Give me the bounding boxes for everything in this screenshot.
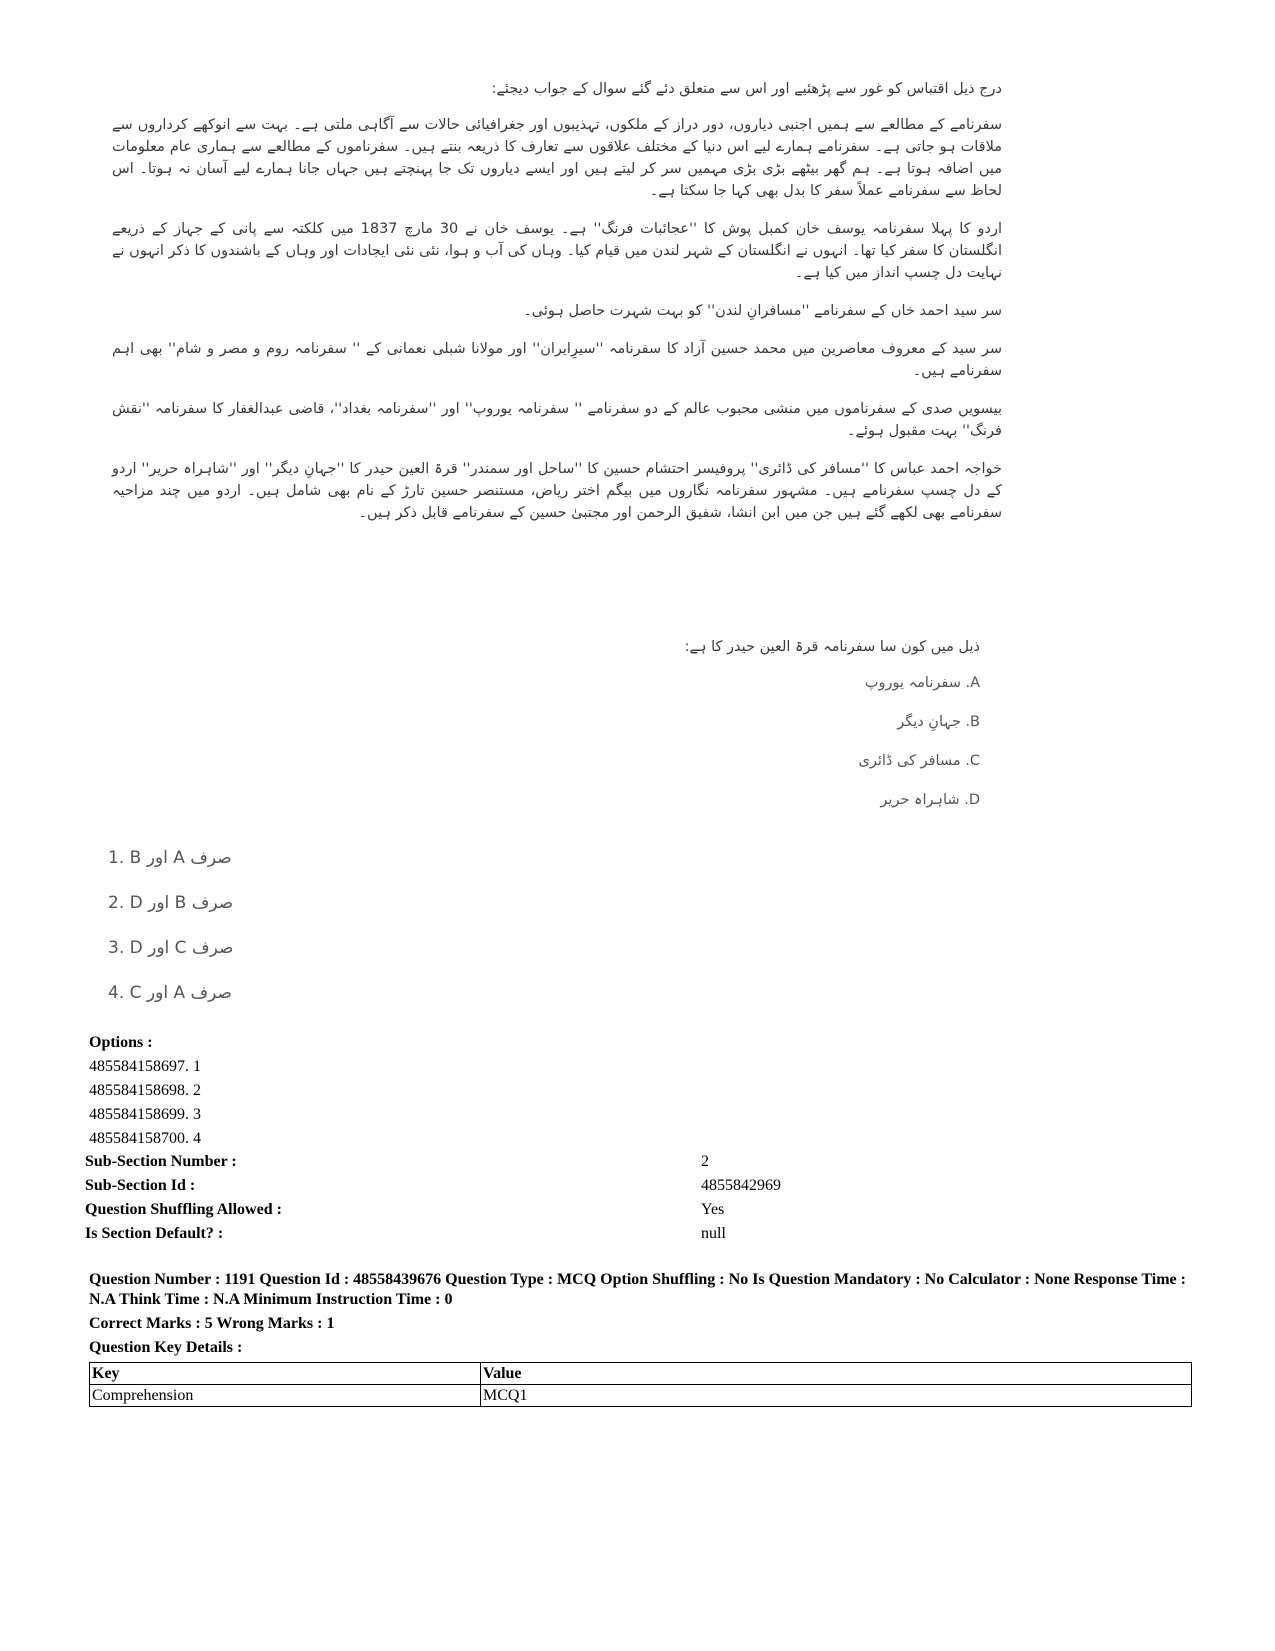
key-cell: Comprehension (90, 1385, 481, 1407)
subsection-key: Question Shuffling Allowed : (85, 1201, 282, 1218)
subsection-row (85, 1201, 1185, 1225)
question-statement: D. شاہراہ حریر (880, 792, 980, 808)
passage-paragraph: سفرنامے کے مطالعے سے ہمیں اجنبی دیاروں، دور دراز کے ملکوں، تہذیبوں اور جغرافیائی حالات سے آگاہی ملتی ہے۔ بہت سے انوکھے کرداروں سے ملاقات ہو جاتی ہے۔ سفرنامے ہمارے لیے اس دنیا کے مختلف علاقوں سے تعارف کا ذریعہ بنتے ہیں۔ سفرناموں کے مطالعے سے ہماری عام معلومات میں اضافہ ہوتا ہے۔ ہم گھر بیٹھے بڑی بڑی مہمیں سر کر لیتے ہیں اور ایسے دیاروں تک جا پہنچتے ہیں جہاں جانا ہمارے لیے آسان نہ ہوتا۔ اس لحاظ سے سفرنامے عملاً سفر کا بدل بھی کہا جا سکتا ہے۔ (112, 117, 1002, 199)
passage-intro: درج ذیل اقتباس کو غور سے پڑھئیے اور اس سے متعلق دئے گئے سوال کے جواب دیجئے: (491, 81, 1002, 97)
subsection-key: Is Section Default? : (85, 1225, 224, 1242)
subsection-table (85, 1153, 1185, 1249)
question-block (640, 636, 980, 828)
key-table-row (90, 1385, 1192, 1407)
subsection-row (85, 1153, 1185, 1177)
answer-choice: 3. D اور C صرف (108, 938, 234, 958)
answer-choice: 2. D اور B صرف (108, 893, 234, 913)
question-statement: A. سفرنامہ یوروپ (864, 675, 980, 691)
subsection-row (85, 1225, 1185, 1249)
option-item: 485584158697. 1 (89, 1058, 201, 1075)
answer-choices (108, 846, 278, 1026)
subsection-row (85, 1177, 1185, 1201)
options-list (89, 1031, 201, 1151)
subsection-key: Sub-Section Id : (85, 1177, 196, 1194)
passage-paragraph: سر سید احمد خاں کے سفرنامے ''مسافرانِ لندن'' کو بہت شہرت حاصل ہوئی۔ (523, 303, 1002, 319)
answer-choice: 1. B اور A صرف (108, 848, 232, 868)
question-meta-details: Question Number : 1191 Question Id : 48558439676 Question Type : MCQ Option Shuffling : No Is Question Mandatory : No Calculator : None Response Time : N.A Think Time : N.A Minimum Instruction Time : 0 (89, 1271, 1186, 1308)
passage-paragraph: سر سید کے معروف معاصرین میں محمد حسین آزاد کا سفرنامہ ''سیرِایران'' اور مولانا شبلی نعمانی کے '' سفرنامہ روم و مصر و شام'' بھی اہم سفرنامے ہیں۔ (112, 341, 1002, 379)
question-key-table (89, 1362, 1192, 1407)
value-header: Value (481, 1363, 1192, 1385)
option-item: 485584158698. 2 (89, 1082, 201, 1099)
question-statement: C. مسافر کی ڈائری (858, 753, 980, 769)
question-statement: B. جہانِ دیگر (897, 714, 980, 730)
urdu-passage (112, 78, 1002, 540)
value-cell: MCQ1 (481, 1385, 1192, 1407)
passage-paragraph: خواجہ احمد عباس کا ''مسافر کی ڈائری'' پروفیسر احتشام حسین کا ''ساحل اور سمندر'' قرۃ العین حیدر کا ''جہانِ دیگر'' اور ''شاہراہ حریر'' اردو کے دل چسپ سفرنامے ہیں۔ مشہور سفرنامہ نگاروں میں بیگم اختر ریاض، مستنصر حسین تارڑ کے نام بھی شامل ہیں۔ اردو میں چند مزاحیہ سفرنامے بھی لکھے گئے ہیں جن میں ابن انشا، شفیق الرحمن اور مجتبیٰ حسین کے سفرنامے قابل ذکر ہیں۔ (112, 461, 1002, 521)
option-item: 485584158699. 3 (89, 1106, 201, 1123)
subsection-value: null (701, 1225, 726, 1242)
subsection-key: Sub-Section Number : (85, 1153, 237, 1170)
question-marks: Correct Marks : 5 Wrong Marks : 1 (89, 1315, 335, 1332)
option-item: 485584158700. 4 (89, 1130, 201, 1147)
subsection-value: Yes (701, 1201, 725, 1218)
passage-paragraph: اردو کا پہلا سفرنامہ یوسف خان کمبل پوش کا ''عجائبات فرنگ'' ہے۔ یوسف خان نے 30 مارچ 1837 میں کلکتہ سے پانی کے جہاز کے ذریعے انگلستان کا سفر کیا تھا۔ انہوں نے انگلستان کے شہر لندن میں قیام کیا۔ وہاں کی آب و ہوا، نئی نئی ایجادات اور وہاں کے باشندوں کا ذکر انہوں نے نہایت دل چسپ انداز میں کیا ہے۔ (112, 221, 1002, 281)
key-header: Key (90, 1363, 481, 1385)
subsection-value: 4855842969 (701, 1177, 781, 1194)
question-meta (89, 1270, 1199, 1362)
question-key-details-label: Question Key Details : (89, 1339, 243, 1356)
subsection-value: 2 (701, 1153, 709, 1170)
options-label: Options : (89, 1034, 153, 1051)
passage-paragraph: بیسویں صدی کے سفرناموں میں منشی محبوب عالم کے دو سفرنامے '' سفرنامہ یوروپ'' اور ''سفرنامہ بغداد''، قاضی عبدالغفار کا سفرنامہ ''نقش فرنگ'' بہت مقبول ہوئے۔ (112, 401, 1002, 439)
key-table-header (90, 1363, 1192, 1385)
answer-choice: 4. C اور A صرف (108, 983, 232, 1003)
question-stem: ذیل میں کون سا سفرنامہ قرۃ العین حیدر کا ہے: (684, 639, 980, 655)
